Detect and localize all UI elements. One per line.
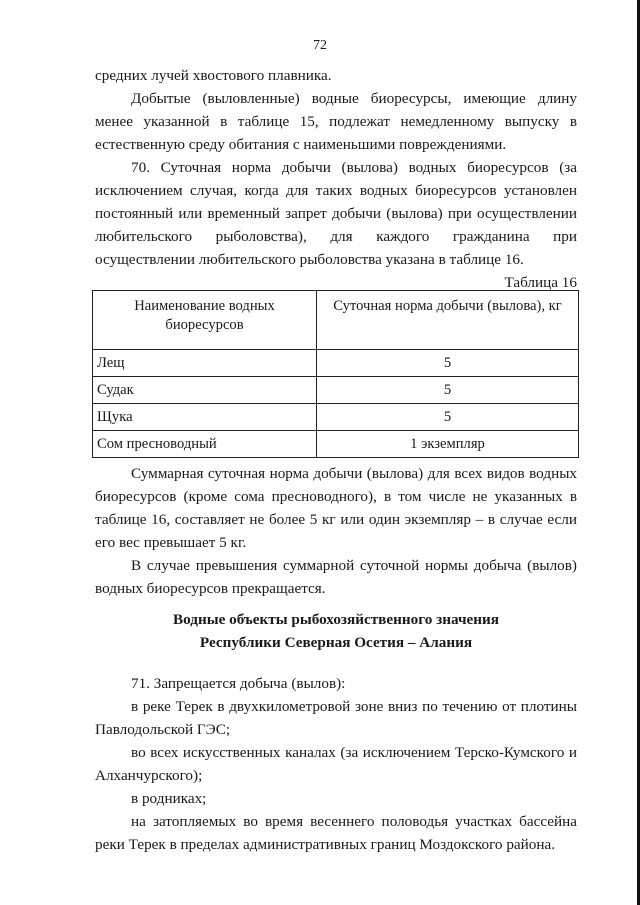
list-item: в родниках; bbox=[131, 790, 207, 807]
section-heading-line-1: Водные объекты рыбохозяйственного значения bbox=[173, 611, 499, 628]
paragraph-released-fish: Добытые (выловленные) водные биоресурсы, имеющие длину менее указанной в таблице 15, подлежат немедленному выпуску в естественную среду обитания с наименьшими повреждениями. bbox=[95, 90, 577, 153]
catch-norm-table bbox=[92, 290, 579, 458]
page-number: 72 bbox=[313, 38, 327, 53]
table-cell-species: Щука bbox=[93, 404, 317, 431]
table-header-norm: Суточная норма добычи (вылова), кг bbox=[317, 291, 579, 350]
table-cell-norm: 5 bbox=[317, 377, 579, 404]
section-heading bbox=[95, 608, 577, 654]
paragraph-exceeding: В случае превышения суммарной суточной нормы добыча (вылов) водных биоресурсов прекращается. bbox=[95, 557, 577, 597]
table-cell-norm: 5 bbox=[317, 350, 579, 377]
table-row bbox=[93, 377, 579, 404]
text-block-top bbox=[95, 64, 577, 294]
section-heading-line-2: Республики Северная Осетия – Алания bbox=[199, 634, 473, 651]
paragraph-continuation: средних лучей хвостового плавника. bbox=[95, 67, 332, 84]
table-header-species: Наименование водных биоресурсов bbox=[93, 291, 317, 350]
table-header-row bbox=[93, 291, 579, 350]
paragraph-70: 70. Суточная норма добычи (вылова) водных биоресурсов (за исключением случая, когда для таких водных биоресурсов установлен постоянный или временный запрет добычи (вылова) при осуществлении любительского рыболовства), для каждого гражданина при осуществлении любительского рыболовства указана в таблице 16. bbox=[95, 159, 577, 268]
list-item: в реке Терек в двухкилометровой зоне вниз по течению от плотины Павлодольской ГЭС; bbox=[95, 698, 577, 738]
table-cell-species: Лещ bbox=[93, 350, 317, 377]
text-block-middle bbox=[95, 462, 577, 600]
table-cell-norm: 5 bbox=[317, 404, 579, 431]
table-cell-species: Сом пресноводный bbox=[93, 431, 317, 458]
table-cell-species: Судак bbox=[93, 377, 317, 404]
text-block-bottom bbox=[95, 672, 577, 856]
table-row bbox=[93, 350, 579, 377]
table-row bbox=[93, 404, 579, 431]
list-item: на затопляемых во время весеннего половодья участках бассейна реки Терек в пределах административных границ Моздокского района. bbox=[95, 813, 577, 853]
paragraph-71: 71. Запрещается добыча (вылов): bbox=[131, 675, 346, 692]
table-caption: Таблица 16 bbox=[504, 274, 577, 291]
list-item: во всех искусственных каналах (за исключением Терско-Кумского и Алханчурского); bbox=[95, 744, 577, 784]
table-cell-norm: 1 экземпляр bbox=[317, 431, 579, 458]
paragraph-total-norm: Суммарная суточная норма добычи (вылова) для всех видов водных биоресурсов (кроме сома пресноводного), в том числе не указанных в таблице 16, составляет не более 5 кг или один экземпляр – в случае если его вес превышает 5 кг. bbox=[95, 465, 577, 551]
table-row bbox=[93, 431, 579, 458]
